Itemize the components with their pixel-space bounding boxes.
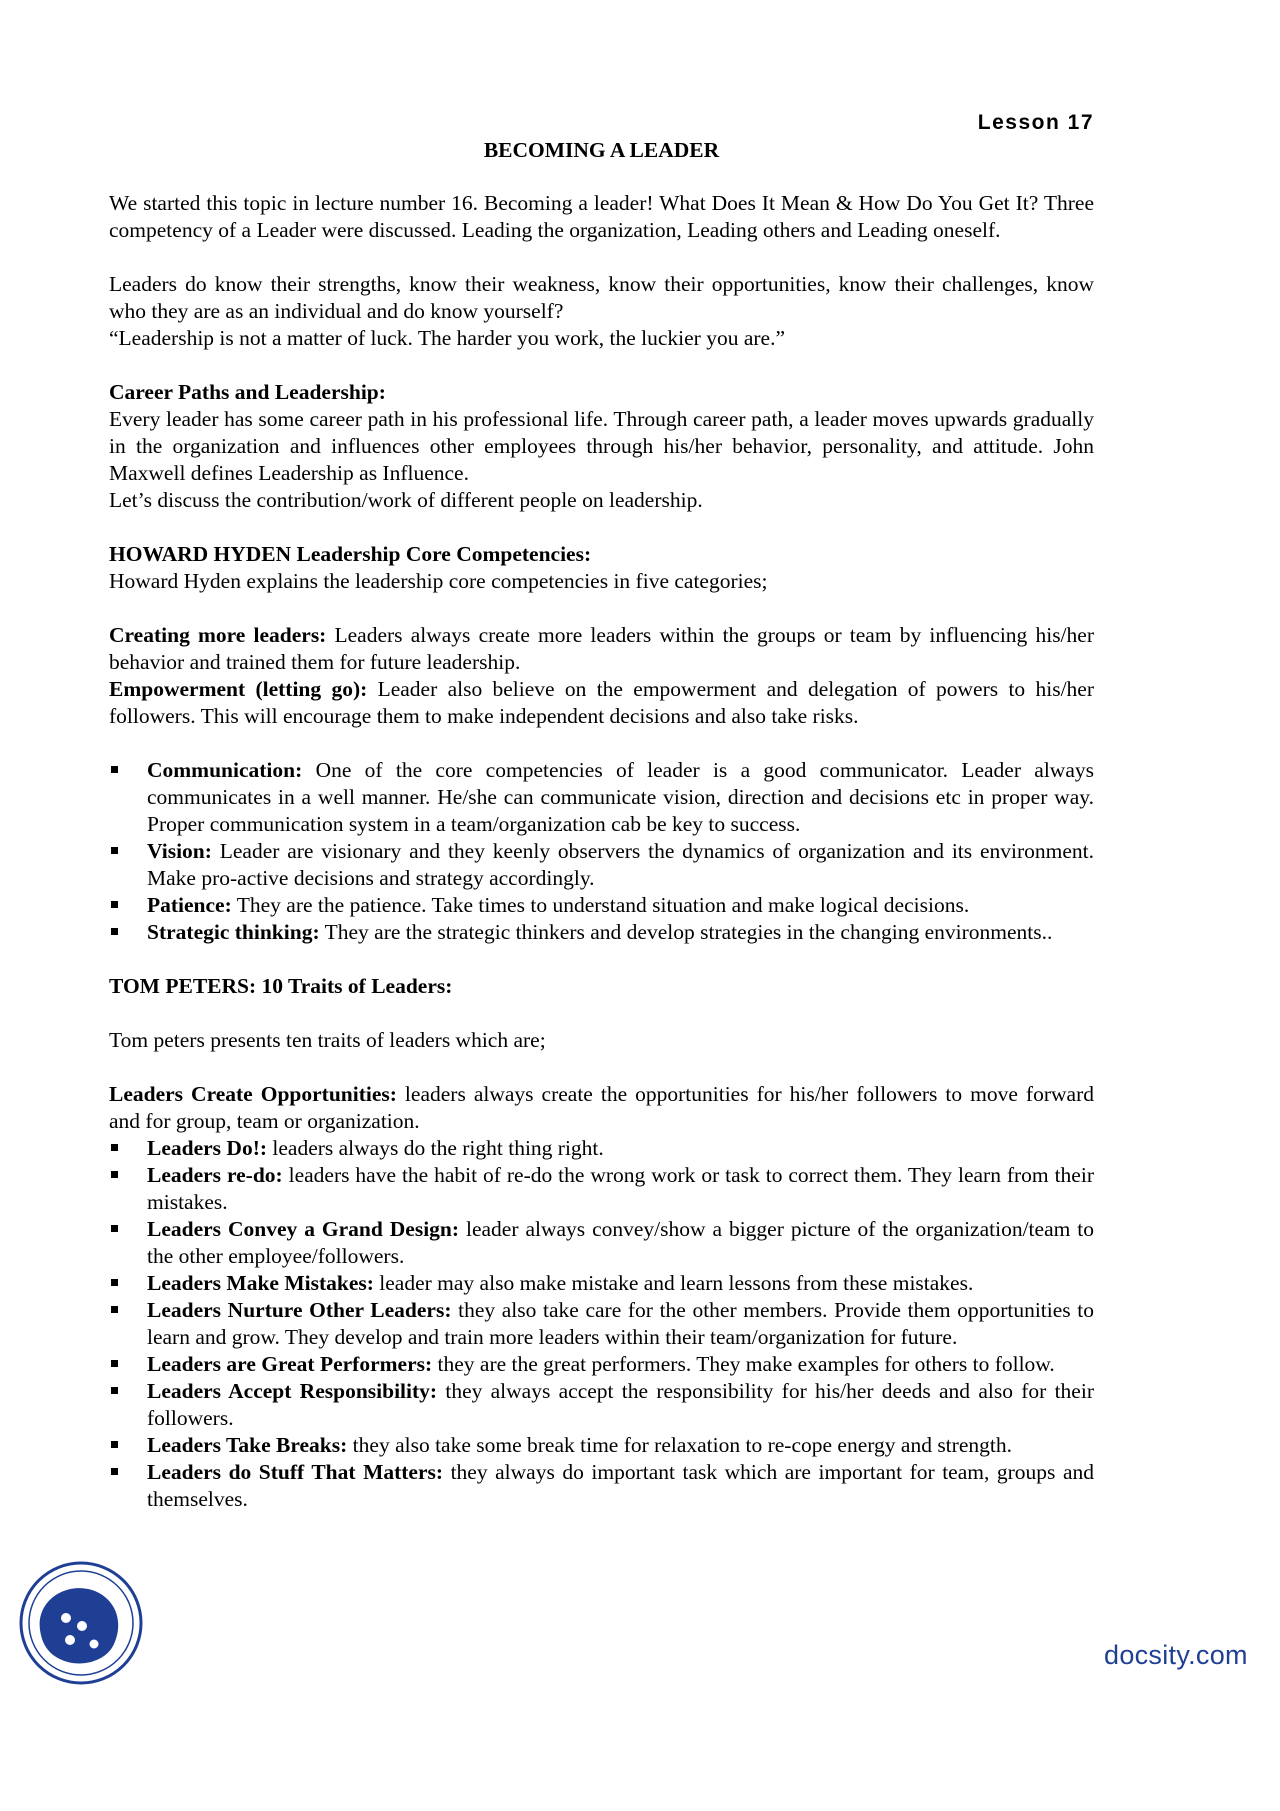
- list-item: Leaders Accept Responsibility: they always accept the responsibility for his/her deeds and also for their followers.: [109, 1378, 1094, 1432]
- list-item: Communication: One of the core competencies of leader is a good communicator. Leader always communicates in a well manner. He/she can communicate vision, direction and decisions etc in proper way. Proper communication system in a team/organization cab be key to success.: [109, 757, 1094, 838]
- list-item: Leaders Nurture Other Leaders: they also take care for the other members. Provide them opportunities to learn and grow. They develop and train more leaders within their team/organization for future.: [109, 1297, 1094, 1351]
- square-bullet-icon: [111, 1387, 118, 1394]
- square-bullet-icon: [111, 928, 118, 935]
- list-item: Leaders Take Breaks: they also take some break time for relaxation to re-cope energy and strength.: [109, 1432, 1094, 1459]
- square-bullet-icon: [111, 1144, 118, 1151]
- square-bullet-icon: [111, 847, 118, 854]
- peters-traits-list: [109, 1135, 1094, 1513]
- page-title: BECOMING A LEADER: [483, 138, 720, 162]
- square-bullet-icon: [111, 766, 118, 773]
- square-bullet-icon: [111, 1171, 118, 1178]
- list-item: Leaders Convey a Grand Design: leader always convey/show a bigger picture of the organization/team to the other employee/followers.: [109, 1216, 1094, 1270]
- intro-quote: “Leadership is not a matter of luck. The harder you work, the luckier you are.”: [109, 326, 786, 350]
- docsity-brand-link[interactable]: docsity.com: [1104, 1640, 1248, 1670]
- square-bullet-icon: [111, 1441, 118, 1448]
- peters-intro: Tom peters presents ten traits of leaders which are;: [109, 1028, 546, 1052]
- hyden-heading: HOWARD HYDEN Leadership Core Competencies:: [109, 542, 592, 566]
- list-item: Leaders Do!: leaders always do the right thing right.: [109, 1135, 1094, 1162]
- lesson-number: Lesson 17: [977, 111, 1094, 134]
- career-heading: Career Paths and Leadership:: [109, 380, 386, 404]
- list-item: Leaders do Stuff That Matters: they always do important task which are important for team, groups and themselves.: [109, 1459, 1094, 1513]
- list-item: Leaders Make Mistakes: leader may also make mistake and learn lessons from these mistakes.: [109, 1270, 1094, 1297]
- square-bullet-icon: [111, 1225, 118, 1232]
- intro-paragraph-1: We started this topic in lecture number 16. Becoming a leader! What Does It Mean & How Do You Get It? Three competency of a Leader were discussed. Leading the organization, Leading others and Leading oneself.: [109, 191, 1094, 242]
- hyden-intro: Howard Hyden explains the leadership core competencies in five categories;: [109, 569, 768, 593]
- square-bullet-icon: [111, 1468, 118, 1475]
- creating-leaders-paragraph: Creating more leaders: Leaders always create more leaders within the groups or team by influencing his/her behavior and trained them for future leadership.: [109, 623, 1094, 674]
- square-bullet-icon: [111, 901, 118, 908]
- create-opportunities-paragraph: Leaders Create Opportunities: leaders always create the opportunities for his/her followers to move forward and for group, team or organization.: [109, 1082, 1094, 1133]
- square-bullet-icon: [111, 1306, 118, 1313]
- list-item: Vision: Leader are visionary and they keenly observers the dynamics of organization and its environment. Make pro-active decisions and strategy accordingly.: [109, 838, 1094, 892]
- list-item: Leaders are Great Performers: they are the great performers. They make examples for others to follow.: [109, 1351, 1094, 1378]
- square-bullet-icon: [111, 1279, 118, 1286]
- intro-paragraph-2: Leaders do know their strengths, know their weakness, know their opportunities, know their challenges, know who they are as an individual and do know yourself?: [109, 272, 1094, 323]
- document-page: [109, 110, 1094, 1513]
- list-item: Leaders re-do: leaders have the habit of re-do the wrong work or task to correct them. They learn from their mistakes.: [109, 1162, 1094, 1216]
- square-bullet-icon: [111, 1360, 118, 1367]
- list-item: Patience: They are the patience. Take times to understand situation and make logical decisions.: [109, 892, 1094, 919]
- list-item: Strategic thinking: They are the strategic thinkers and develop strategies in the changing environments..: [109, 919, 1094, 946]
- peters-heading: TOM PETERS: 10 Traits of Leaders:: [109, 974, 453, 998]
- career-paragraph-2: Let’s discuss the contribution/work of different people on leadership.: [109, 488, 703, 512]
- hyden-competency-list: [109, 757, 1094, 946]
- empowerment-paragraph: Empowerment (letting go): Leader also believe on the empowerment and delegation of powers to his/her followers. This will encourage them to make independent decisions and also take risks.: [109, 677, 1094, 728]
- docsity-logo-icon: [18, 1560, 144, 1686]
- career-paragraph-1: Every leader has some career path in his professional life. Through career path, a leader moves upwards gradually in the organization and influences other employees through his/her behavior, personality, and attitude. John Maxwell defines Leadership as Influence.: [109, 407, 1094, 485]
